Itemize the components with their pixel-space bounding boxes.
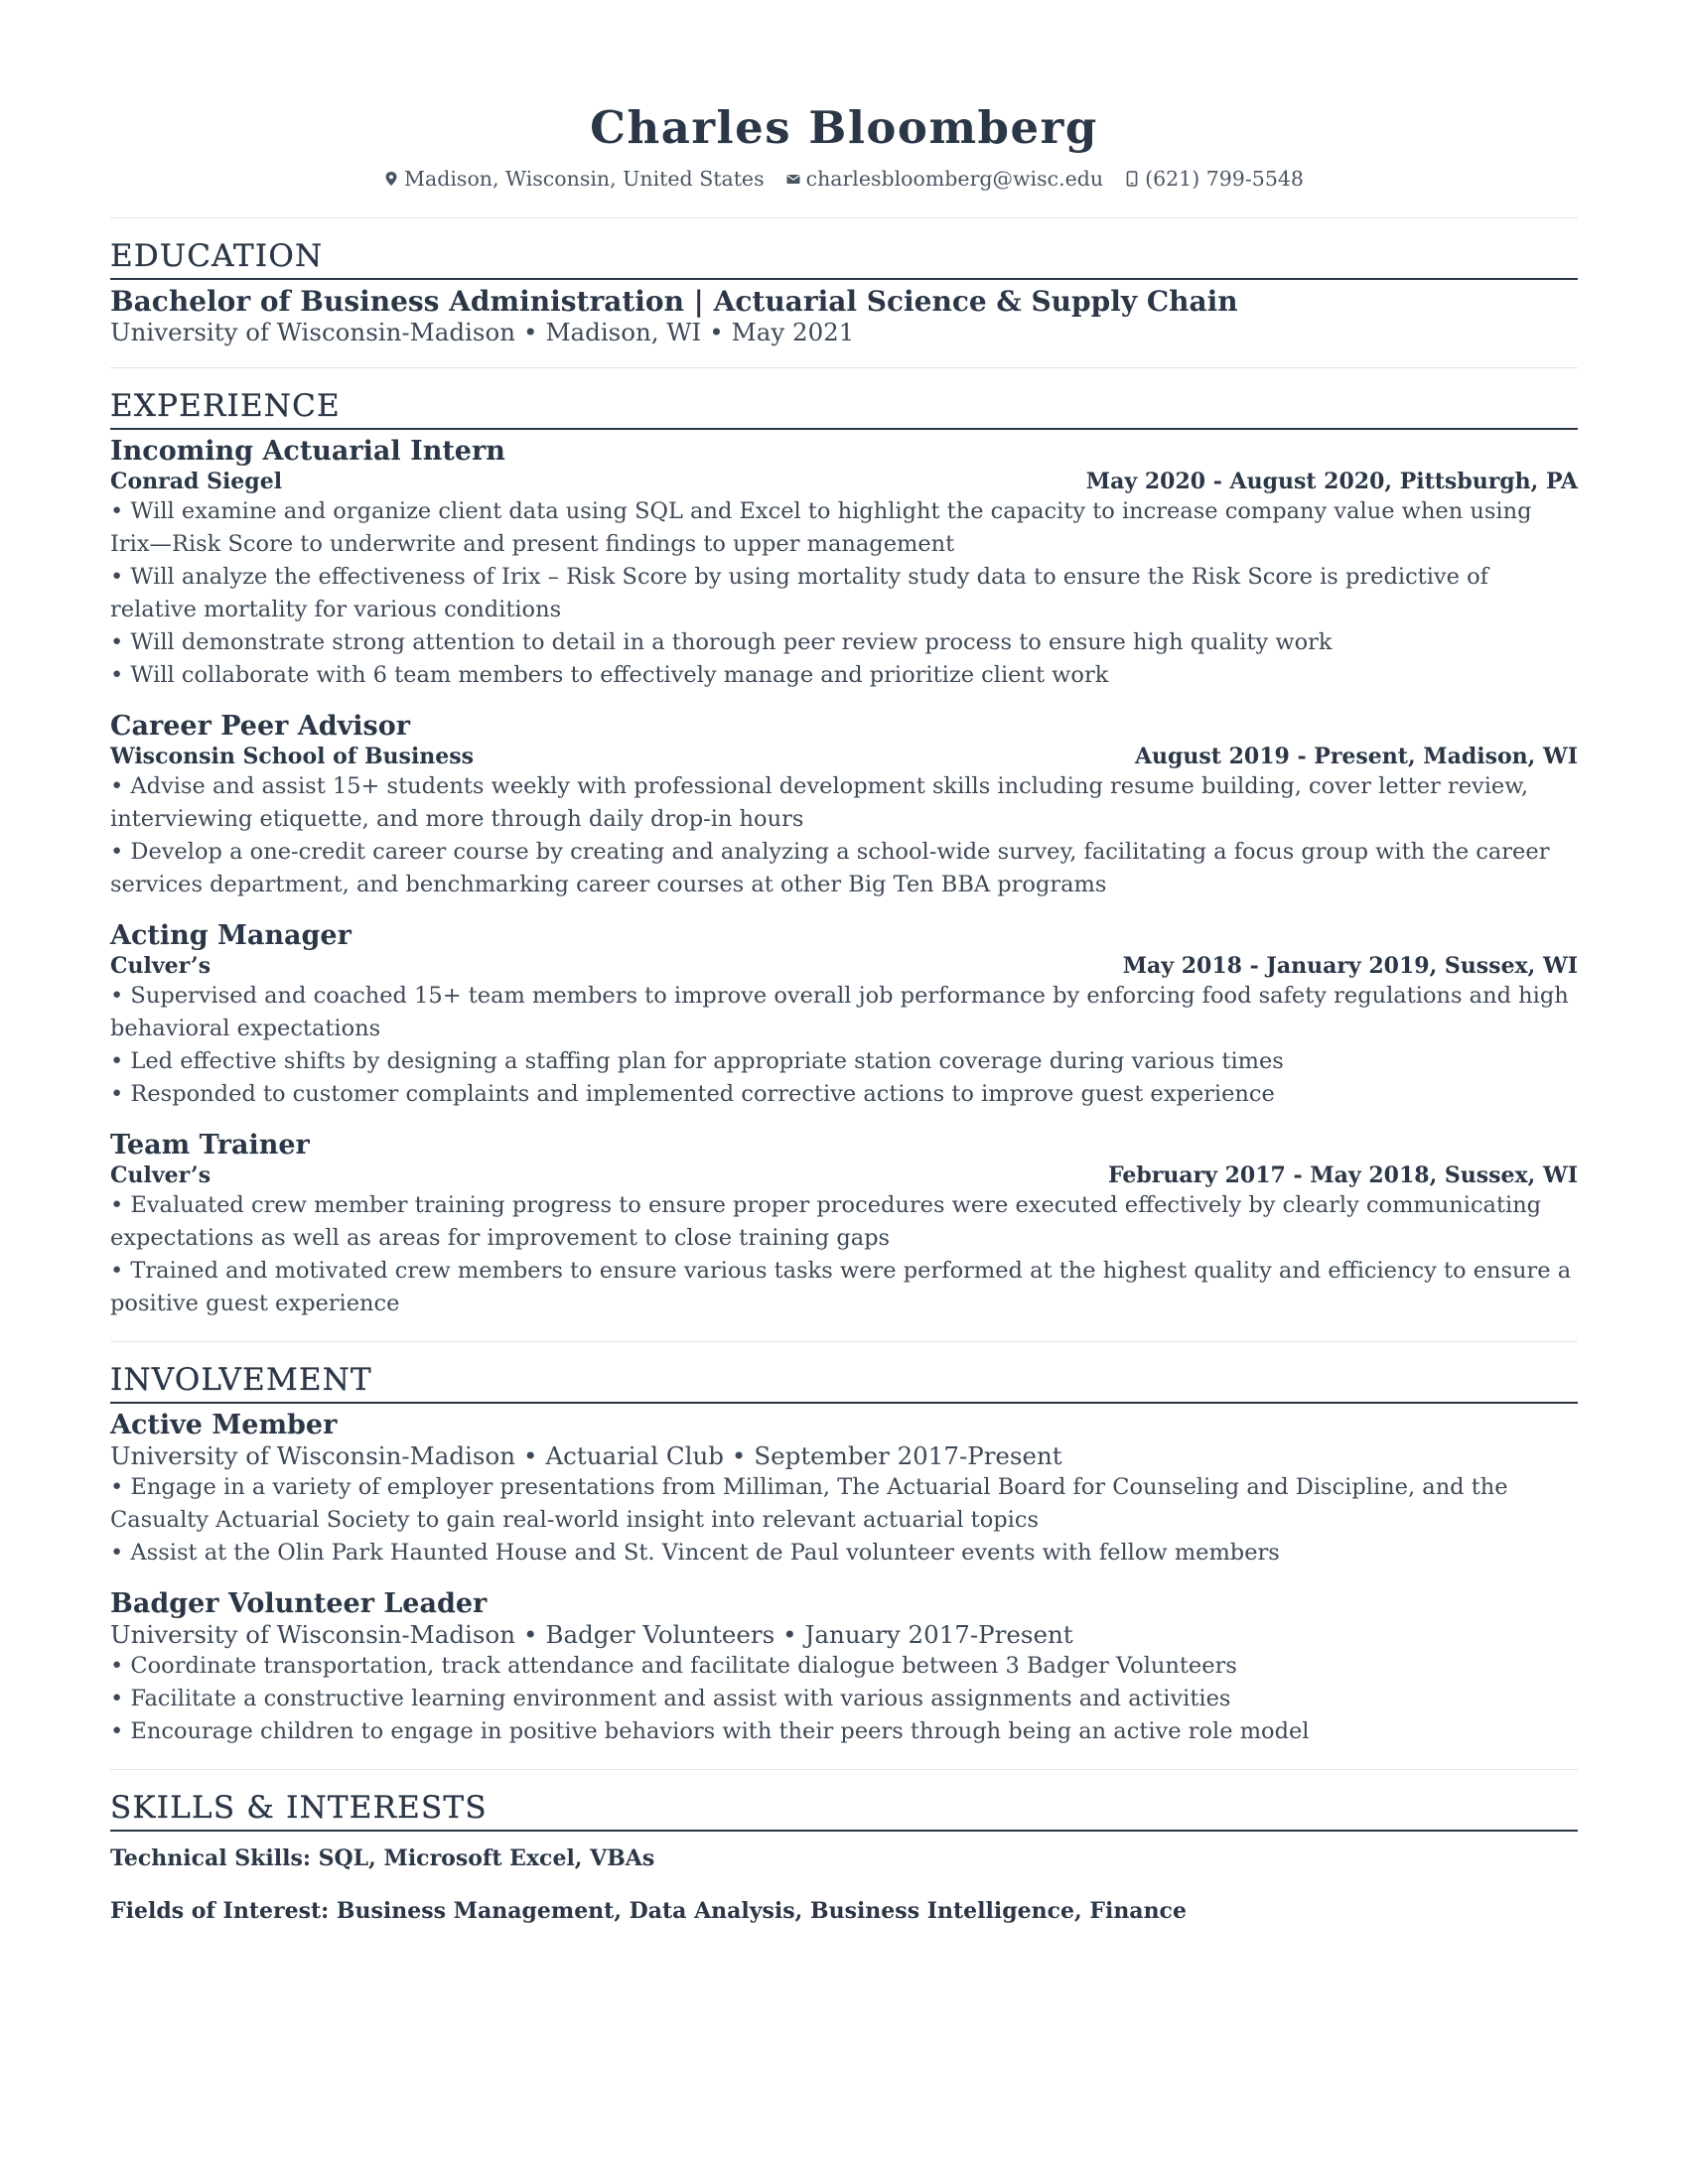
school-name: University of Wisconsin-Madison bbox=[110, 318, 515, 346]
job-bullets bbox=[110, 1189, 1578, 1320]
map-pin-icon bbox=[384, 171, 398, 187]
job-company-line bbox=[110, 1161, 1578, 1189]
skills-heading: SKILLS & INTERESTS bbox=[110, 1788, 1578, 1832]
job-company-line bbox=[110, 952, 1578, 980]
bullet-item: • Responded to customer complaints and implemented corrective actions to improve guest experience bbox=[110, 1081, 1275, 1107]
bullet-item: • Supervised and coached 15+ team members to improve overall job performance by enforcing food safety regulations and high behavioral expectations bbox=[110, 983, 1569, 1041]
divider bbox=[110, 217, 1578, 218]
job-company-line bbox=[110, 743, 1578, 770]
contact-email[interactable] bbox=[786, 164, 1103, 194]
involvement-heading: INVOLVEMENT bbox=[110, 1360, 1578, 1404]
bullet-item: • Will demonstrate strong attention to detail in a thorough peer review process to ensure high quality work bbox=[110, 629, 1333, 655]
involvement-entry bbox=[110, 1588, 1578, 1748]
company-name: Culver’s bbox=[110, 1162, 211, 1188]
bullet-item: • Evaluated crew member training progress to ensure proper procedures were executed effectively by clearly communicating expectations as well as areas for improvement to close training gaps bbox=[110, 1192, 1542, 1251]
skills-section bbox=[110, 1788, 1578, 1926]
candidate-name: Charles Bloomberg bbox=[590, 101, 1098, 154]
job-title: Acting Manager bbox=[110, 920, 352, 951]
involvement-section bbox=[110, 1360, 1578, 1748]
job-bullets bbox=[110, 980, 1578, 1111]
separator-dot: • bbox=[782, 1620, 797, 1649]
bullet-item: • Will collaborate with 6 team members to effectively manage and prioritize client work bbox=[110, 662, 1109, 688]
divider bbox=[110, 1769, 1578, 1770]
experience-section bbox=[110, 386, 1578, 1320]
experience-entry bbox=[110, 920, 1578, 1111]
bullet-item: • Led effective shifts by designing a staffing plan for appropriate station coverage during various times bbox=[110, 1048, 1284, 1074]
job-dates: May 2018 - January 2019, Sussex, WI bbox=[1122, 953, 1578, 979]
job-title: Incoming Actuarial Intern bbox=[110, 436, 505, 467]
involvement-meta bbox=[110, 1441, 1578, 1471]
education-meta bbox=[110, 318, 1578, 347]
location-text: Madison, Wisconsin, United States bbox=[404, 167, 765, 191]
job-company-line bbox=[110, 468, 1578, 495]
experience-entry bbox=[110, 711, 1578, 901]
involvement-role: Active Member bbox=[110, 1410, 338, 1440]
bullet-item: • Engage in a variety of employer presentations from Milliman, The Actuarial Board for Counseling and Discipline, and the Casualty Actuarial Society to gain real-world insight into relevant actuarial topics bbox=[110, 1474, 1508, 1533]
experience-entry bbox=[110, 436, 1578, 692]
bullet-item: • Develop a one-credit career course by creating and analyzing a school-wide survey, facilitating a focus group with the career services department, and benchmarking career courses at other Big Ten BBA programs bbox=[110, 839, 1550, 897]
resume-page bbox=[110, 97, 1578, 1926]
divider bbox=[110, 367, 1578, 368]
job-dates: May 2020 - August 2020, Pittsburgh, PA bbox=[1085, 469, 1578, 494]
job-bullets bbox=[110, 495, 1578, 692]
school-location: Madison, WI bbox=[545, 318, 702, 346]
graduation-date: May 2021 bbox=[731, 318, 855, 346]
degree-title: Bachelor of Business Administration | Actuarial Science & Supply Chain bbox=[110, 285, 1238, 318]
phone-text[interactable]: (621) 799-5548 bbox=[1145, 167, 1304, 191]
education-section bbox=[110, 236, 1578, 347]
education-entry bbox=[110, 286, 1578, 347]
involvement-dates: September 2017-Present bbox=[754, 1441, 1062, 1470]
separator-dot: • bbox=[709, 318, 724, 346]
experience-heading: EXPERIENCE bbox=[110, 386, 1578, 430]
bullet-item: • Advise and assist 15+ students weekly with professional development skills including resume building, cover letter review, interviewing etiquette, and more through daily drop-in hours bbox=[110, 773, 1528, 832]
bullet-item: • Will analyze the effectiveness of Irix – Risk Score by using mortality study data to ensure the Risk Score is predictive of relative mortality for various conditions bbox=[110, 564, 1488, 622]
company-name: Culver’s bbox=[110, 953, 211, 979]
contact-location bbox=[384, 164, 765, 194]
involvement-org: University of Wisconsin-Madison bbox=[110, 1620, 515, 1649]
company-name: Wisconsin School of Business bbox=[110, 744, 475, 769]
separator-dot: • bbox=[523, 1441, 538, 1470]
job-dates: August 2019 - Present, Madison, WI bbox=[1134, 744, 1578, 769]
job-title: Career Peer Advisor bbox=[110, 711, 410, 742]
bullet-item: • Will examine and organize client data using SQL and Excel to highlight the capacity to increase company value when using Irix—Risk Score to underwrite and present findings to upper management bbox=[110, 498, 1532, 557]
bullet-item: • Trained and motivated crew members to ensure various tasks were performed at the highest quality and efficiency to ensure a positive guest experience bbox=[110, 1258, 1572, 1316]
involvement-bullets bbox=[110, 1471, 1578, 1570]
contact-line bbox=[110, 164, 1578, 194]
separator-dot: • bbox=[523, 1620, 538, 1649]
bullet-item: • Assist at the Olin Park Haunted House and St. Vincent de Paul volunteer events with fellow members bbox=[110, 1540, 1280, 1566]
company-name: Conrad Siegel bbox=[110, 469, 283, 494]
mobile-phone-icon bbox=[1125, 171, 1139, 187]
fields-of-interest: Fields of Interest: Business Management, Data Analysis, Business Intelligence, Finance bbox=[110, 1898, 1187, 1924]
envelope-icon bbox=[786, 171, 800, 187]
technical-skills: Technical Skills: SQL, Microsoft Excel, VBAs bbox=[110, 1845, 655, 1871]
bullet-item: • Coordinate transportation, track attendance and facilitate dialogue between 3 Badger Volunteers bbox=[110, 1653, 1237, 1679]
experience-entry bbox=[110, 1130, 1578, 1320]
involvement-entry bbox=[110, 1410, 1578, 1570]
involvement-meta bbox=[110, 1620, 1578, 1650]
involvement-group: Actuarial Club bbox=[545, 1441, 724, 1470]
divider bbox=[110, 1341, 1578, 1342]
job-title: Team Trainer bbox=[110, 1130, 310, 1160]
involvement-org: University of Wisconsin-Madison bbox=[110, 1441, 515, 1470]
bullet-item: • Facilitate a constructive learning environment and assist with various assignments and activities bbox=[110, 1686, 1231, 1711]
bullet-item: • Encourage children to engage in positive behaviors with their peers through being an active role model bbox=[110, 1718, 1310, 1744]
separator-dot: • bbox=[523, 318, 538, 346]
contact-phone[interactable] bbox=[1125, 164, 1304, 194]
education-heading: EDUCATION bbox=[110, 236, 1578, 280]
involvement-bullets bbox=[110, 1650, 1578, 1748]
job-bullets bbox=[110, 770, 1578, 901]
separator-dot: • bbox=[731, 1441, 747, 1470]
involvement-role: Badger Volunteer Leader bbox=[110, 1588, 488, 1619]
involvement-dates: January 2017-Present bbox=[804, 1620, 1073, 1649]
involvement-group: Badger Volunteers bbox=[545, 1620, 775, 1649]
email-text[interactable]: charlesbloomberg@wisc.edu bbox=[805, 167, 1104, 191]
job-dates: February 2017 - May 2018, Sussex, WI bbox=[1107, 1162, 1578, 1188]
